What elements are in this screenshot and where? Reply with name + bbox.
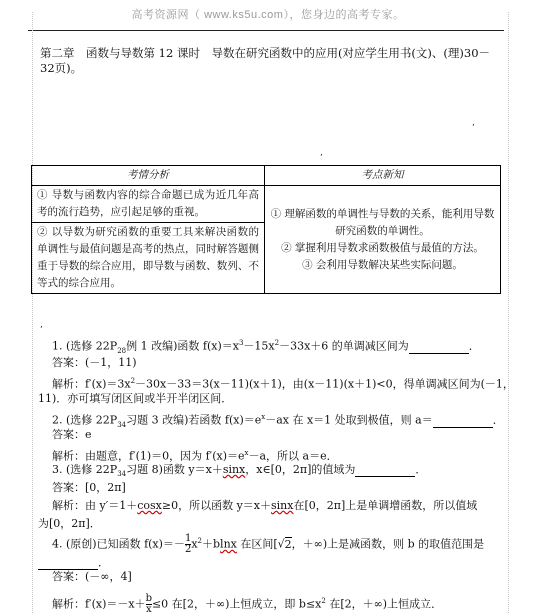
paragraph-mark: , — [40, 320, 43, 330]
q1-analysis-exp: 2 — [130, 377, 136, 385]
q1-source: 例 1 改编)函数 f(x)＝x — [126, 339, 239, 353]
q3-end: ． — [415, 463, 427, 476]
question-2 — [52, 410, 504, 432]
q1-prefix: 1. (选修 22P — [52, 339, 118, 353]
q4-frac-den: 2 — [184, 544, 192, 556]
q3-cosx: cosx — [137, 499, 162, 512]
q4-text-a: x — [191, 537, 198, 551]
q4-exponent: 2 — [197, 537, 202, 545]
q1-page-sub: 28 — [117, 346, 127, 355]
q4-text-c: 在区间[ — [236, 537, 278, 551]
q3-analysis — [52, 499, 477, 513]
paragraph-mark: , — [472, 118, 475, 128]
question-3 — [52, 463, 426, 481]
q1-end: ． — [468, 339, 480, 353]
answer-blank — [409, 340, 469, 354]
knowledge-item: ③ 会利用导数解决某些实际问题。 — [302, 258, 463, 271]
header-rule — [28, 30, 504, 31]
q3-analysis-cont: 为[0，2π]． — [38, 517, 101, 530]
margin-guide-right — [508, 12, 509, 613]
q2-page-sub: 34 — [117, 420, 127, 429]
analysis-cell-1: ① 导数与函数内容的综合命题已成为近几年高考的流行趋势，应引起足够的重视。 — [32, 186, 265, 223]
knowledge-cell — [265, 186, 501, 294]
analysis-table — [31, 165, 501, 294]
table-header-analysis: 考情分析 — [32, 166, 265, 186]
table-header-knowledge: 考点新知 — [265, 166, 501, 186]
knowledge-item: ② 掌握利用导数求函数极值与最值的方法。 — [281, 241, 484, 254]
q2-answer: 答案：e — [52, 428, 92, 441]
q2-analysis-a: 解析：由题意，f′(1)＝0，因为 f′(x)＝e — [52, 449, 245, 463]
q4-lnx: lnx — [220, 537, 237, 551]
q2-analysis — [52, 446, 338, 464]
q2-prefix: 2. (选修 22P — [52, 413, 118, 427]
q4-frac2-num: b — [145, 593, 152, 605]
q3-analysis-b: ≥0，所以函数 y＝x＋ — [161, 499, 271, 512]
q2-analysis-b: －a，所以 a＝e． — [248, 449, 338, 463]
q4-answer: 答案：(－∞，4] — [52, 570, 132, 583]
margin-guide-left — [32, 12, 33, 613]
knowledge-item: ① 理解函数的单调性与导数的关系，能利用导数研究函数的单调性。 — [270, 207, 495, 237]
q1-analysis-b: －30x－33＝3(x－11)(x＋1)，由(x－11)(x＋1)<0，得单调减区间为(－1， — [135, 377, 514, 391]
page-title: 第二章 函数与导数第 12 课时 导数在研究函数中的应用(对应学生用书(文)、(理)30－32页)。 — [40, 46, 491, 75]
q3-sinx-2: sinx — [271, 499, 294, 512]
q1-analysis-a: 解析：f′(x)＝3x — [52, 377, 131, 391]
q3-analysis-c: 在[0，2π]上是单调增函数，所以值域 — [293, 499, 478, 512]
q4-analysis-a: 解析：f′(x)＝－x＋ — [52, 597, 146, 611]
q4-sqrt: 2 — [284, 537, 292, 551]
q4-blank-line — [38, 556, 109, 570]
q1-tail: －33x＋6 的单调减区间为 — [279, 339, 409, 353]
question-1 — [52, 336, 480, 358]
q4-text-b: ＋b — [202, 537, 221, 551]
paragraph-mark: , — [320, 148, 323, 158]
q4-analysis-c: 在[2，＋∞)上恒成立． — [325, 597, 443, 611]
q3-text-a: 习题 8)函数 y＝x＋ — [126, 463, 223, 476]
q2-end: ． — [492, 413, 504, 427]
q4-prefix: 4. (原创)已知函数 f(x)＝－ — [52, 537, 185, 551]
q4-frac-num: 1 — [184, 533, 192, 545]
q4-analysis-b: ≤0 在[2，＋∞)上恒成立，即 b≤x — [151, 597, 322, 611]
q3-analysis-a: 解析：由 y′＝1＋ — [52, 499, 138, 512]
q2-analysis-exp: x — [244, 449, 249, 457]
q4-analysis — [52, 590, 443, 616]
q1-answer: 答案：(－1，11) — [52, 356, 137, 369]
q1-exponent: 3 — [238, 339, 244, 347]
q2-text: 习题 3 改编)若函数 f(x)＝e — [126, 413, 262, 427]
q4-frac2-den: x — [145, 604, 152, 616]
q3-answer: 答案：[0，2π] — [52, 481, 126, 494]
q3-text-b: ，x∈[0，2π]的值域为 — [245, 463, 356, 476]
analysis-cell-2: ② 以导数为研究函数的重要工具来解决函数的单调性与最值问题是高考的热点，同时解答题侧重于导数的综合应用，即导数与函数、数列、不等式的综合应用。 — [32, 223, 265, 294]
q2-tail: －ax 在 x＝1 处取到极值，则 a＝ — [265, 413, 433, 427]
q3-sinx: sinx — [222, 463, 246, 476]
watermark: 高考资源网（ www.ks5u.com），您身边的高考专家。 — [131, 9, 405, 21]
q3-page-sub: 34 — [117, 470, 127, 479]
q1-middle: －15x — [243, 339, 275, 353]
q4-analysis-exp: 2 — [321, 597, 326, 605]
answer-blank — [355, 463, 415, 477]
q1-analysis-cont: 11)．亦可填写闭区间或半开半闭区间． — [38, 392, 233, 405]
q4-text-d: ，＋∞)上是减函数，则 b 的取值范围是 — [291, 537, 485, 551]
q4-end: ． — [98, 556, 109, 569]
q3-prefix: 3. (选修 22P — [52, 463, 118, 476]
question-4: 4. (原创)已知函数 f(x)＝－ $\frac{1}{2}$ $x^2+blnx$ 在区间[√2，＋∞)上是减函数，则 b 的取值范围是 — [52, 533, 485, 556]
answer-blank — [38, 556, 98, 570]
q1-exponent: 2 — [274, 339, 280, 347]
q2-exponent: x — [261, 413, 266, 421]
answer-blank — [433, 414, 493, 428]
q1-analysis — [52, 374, 514, 392]
